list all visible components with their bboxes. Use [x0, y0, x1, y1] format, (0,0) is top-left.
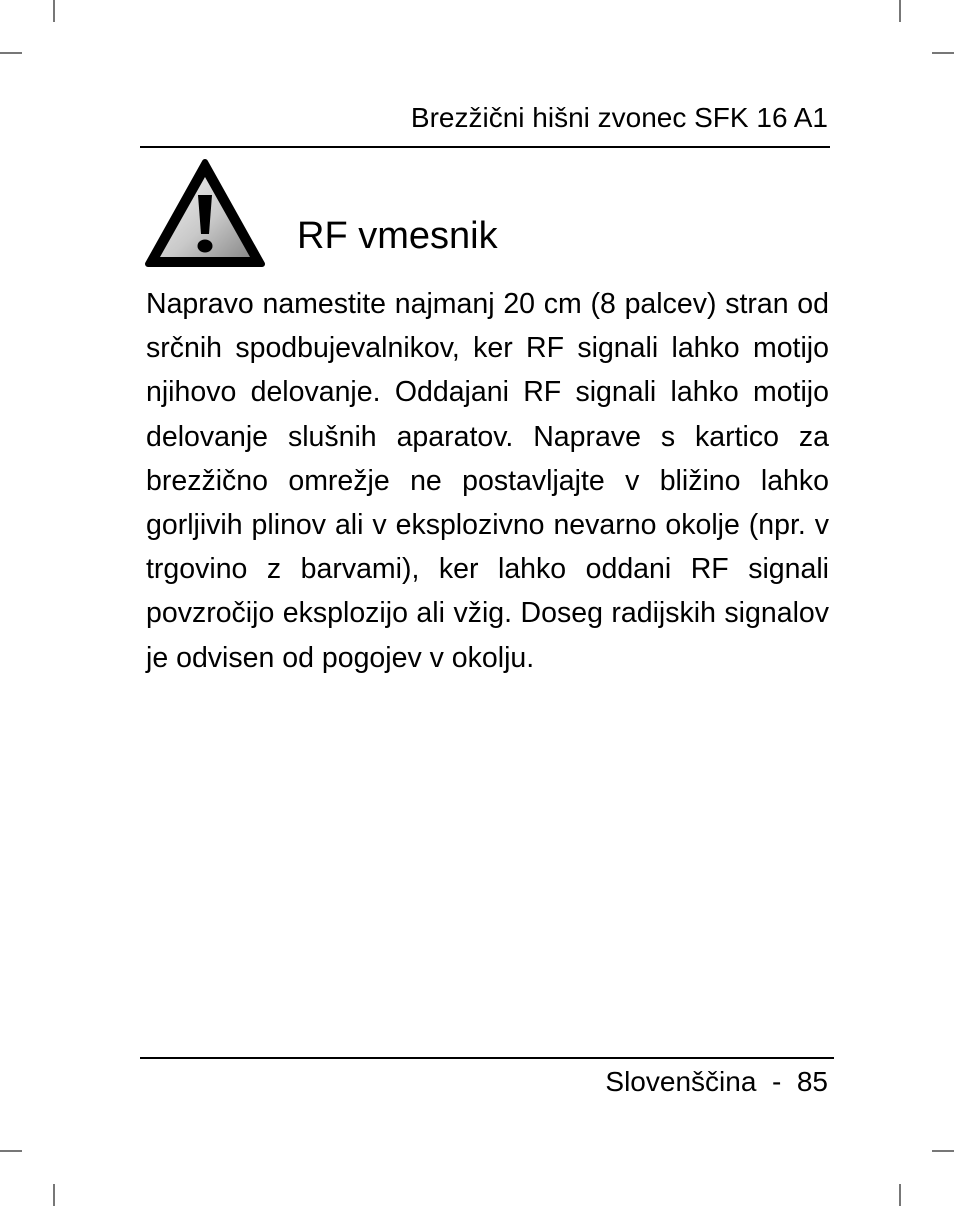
- crop-mark: [899, 0, 901, 22]
- section-title: RF vmesnik: [297, 215, 498, 257]
- running-header: Brezžični hišni zvonec SFK 16 A1: [410, 102, 828, 133]
- body-paragraph: Napravo namestite najmanj 20 cm (8 palcev) stran od srčnih spodbujevalnikov, ker RF signali lahko motijo njihovo delovanje. Oddajani RF signali lahko motijo delovanje slušnih aparatov. Naprave s kartico za brezžično omrežje ne postavljajte v bližino lahko gorljivih plinov ali v eksplozivno nevarno okolje (npr. v trgovino z barvami), ker lahko oddani RF signali povzročijo eksplozijo ali vžig. Doseg radijskih signalov je odvisen od pogojev v okolju.: [146, 288, 829, 674]
- crop-mark: [0, 1150, 22, 1152]
- crop-mark: [0, 52, 22, 54]
- crop-mark: [899, 1184, 901, 1206]
- footer-language: Slovenščina: [605, 1066, 757, 1097]
- crop-mark: [932, 1150, 954, 1152]
- footer-separator: -: [771, 1066, 782, 1097]
- header-rule: [140, 146, 830, 148]
- crop-mark: [53, 1184, 55, 1206]
- footer-rule: [140, 1057, 834, 1059]
- crop-mark: [932, 52, 954, 54]
- page-footer: [605, 1064, 828, 1100]
- page-number: 85: [796, 1066, 828, 1097]
- warning-icon: [144, 158, 266, 270]
- crop-mark: [53, 0, 55, 22]
